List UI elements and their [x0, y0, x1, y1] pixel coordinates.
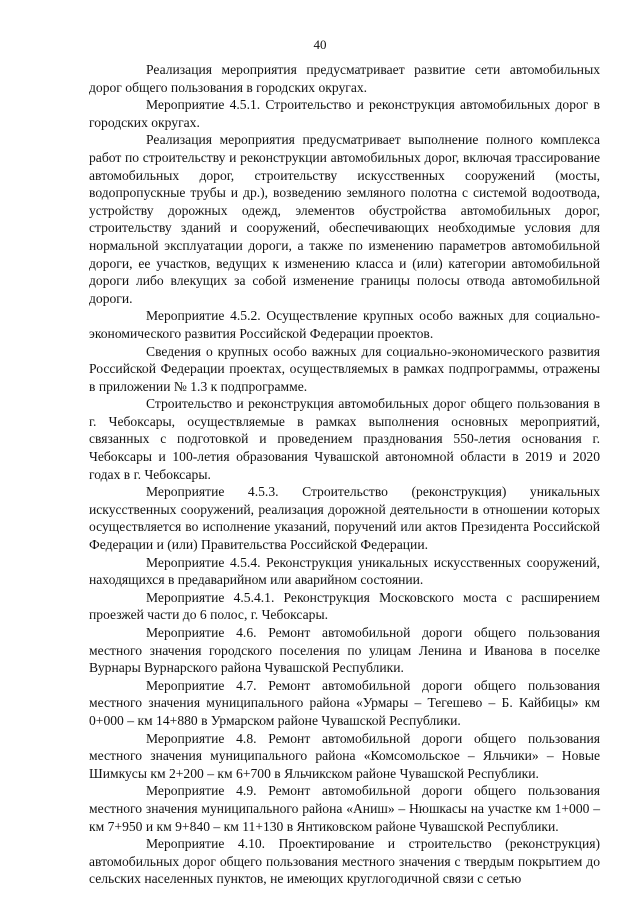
paragraph: Мероприятие 4.5.3. Строительство (реконструкция) уникальных искусственных сооружений, реализация дорожной деятельности в отношении которых осуществляется во исполнение указаний, поручений или актов Президента Российской Федерации и (или) Правительства Российской Федерации. — [89, 484, 600, 553]
paragraph: Мероприятие 4.6. Ремонт автомобильной дороги общего пользования местного значения городского поселения по улицам Ленина и Иванова в поселке Вурнары Вурнарского района Чувашской Республики. — [89, 625, 600, 676]
paragraph: Мероприятие 4.5.1. Строительство и реконструкция автомобильных дорог в городских округах. — [89, 97, 600, 130]
paragraph: Реализация мероприятия предусматривает выполнение полного комплекса работ по строительству и реконструкции автомобильных дорог, включая трассирование автомобильных дорог, строительству искусственных сооружений (мосты, водопропускные трубы и др.), возведению земляного полотна с системой водоотвода, устройству дорожных одежд, элементов обустройства автомобильных дорог, строительству зданий и сооружений, обеспечивающих необходимые условия для нормальной эксплуатации дороги, а также по изменению параметров автомобильной дороги, ее участков, ведущих к изменению класса и (или) категории автомобильной дороги либо влекущих за собой изменение границы полосы отвода автомобильной дороги. — [89, 132, 600, 306]
paragraph: Мероприятие 4.5.2. Осуществление крупных особо важных для социально-экономического развития Российской Федерации проектов. — [89, 308, 600, 341]
paragraph: Сведения о крупных особо важных для социально-экономического развития Российской Федерации проектах, осуществляемых в рамках подпрограммы, отражены в приложении № 1.3 к подпрограмме. — [89, 343, 600, 394]
paragraph: Мероприятие 4.5.4. Реконструкция уникальных искусственных сооружений, находящихся в предаварийном или аварийном состоянии. — [89, 554, 600, 588]
page-number: 40 — [313, 37, 327, 52]
paragraph: Мероприятие 4.7. Ремонт автомобильной дороги общего пользования местного значения муниципального района «Урмары – Тегешево – Б. Кайбицы» км 0+000 – км 14+880 в Урмарском районе Чувашской Республики. — [89, 677, 600, 728]
paragraph: Мероприятие 4.8. Ремонт автомобильной дороги общего пользования местного значения муниципального района «Комсомольское – Яльчики» – Новые Шимкусы км 2+200 – км 6+700 в Яльчикском районе Чувашской Республики. — [89, 730, 600, 781]
paragraph: Мероприятие 4.9. Ремонт автомобильной дороги общего пользования местного значения муниципального района «Аниш» – Нюшкасы на участке км 1+000 – км 7+950 и км 9+840 – км 11+130 в Янтиковском районе Чувашской Республики. — [89, 783, 600, 834]
paragraph: Реализация мероприятия предусматривает развитие сети автомобильных дорог общего пользования в городских округах. — [89, 62, 600, 95]
paragraph: Строительство и реконструкция автомобильных дорог общего пользования в г. Чебоксары, осуществляемые в рамках выполнения основных мероприятий, связанных с подготовкой и проведением празднования 550-летия основания г. Чебоксары и 100-летия образования Чувашской автономной области в 2019 и 2020 годах в г. Чебоксары. — [89, 396, 600, 482]
paragraph: Мероприятие 4.10. Проектирование и строительство (реконструкция) автомобильных дорог общего пользования местного значения с твердым покрытием до сельских населенных пунктов, не имеющих круглогодичной связи с сетью — [89, 836, 600, 887]
document-body — [89, 61, 600, 888]
paragraph: Мероприятие 4.5.4.1. Реконструкция Московского моста с расширением проезжей части до 6 полос, г. Чебоксары. — [89, 589, 600, 623]
